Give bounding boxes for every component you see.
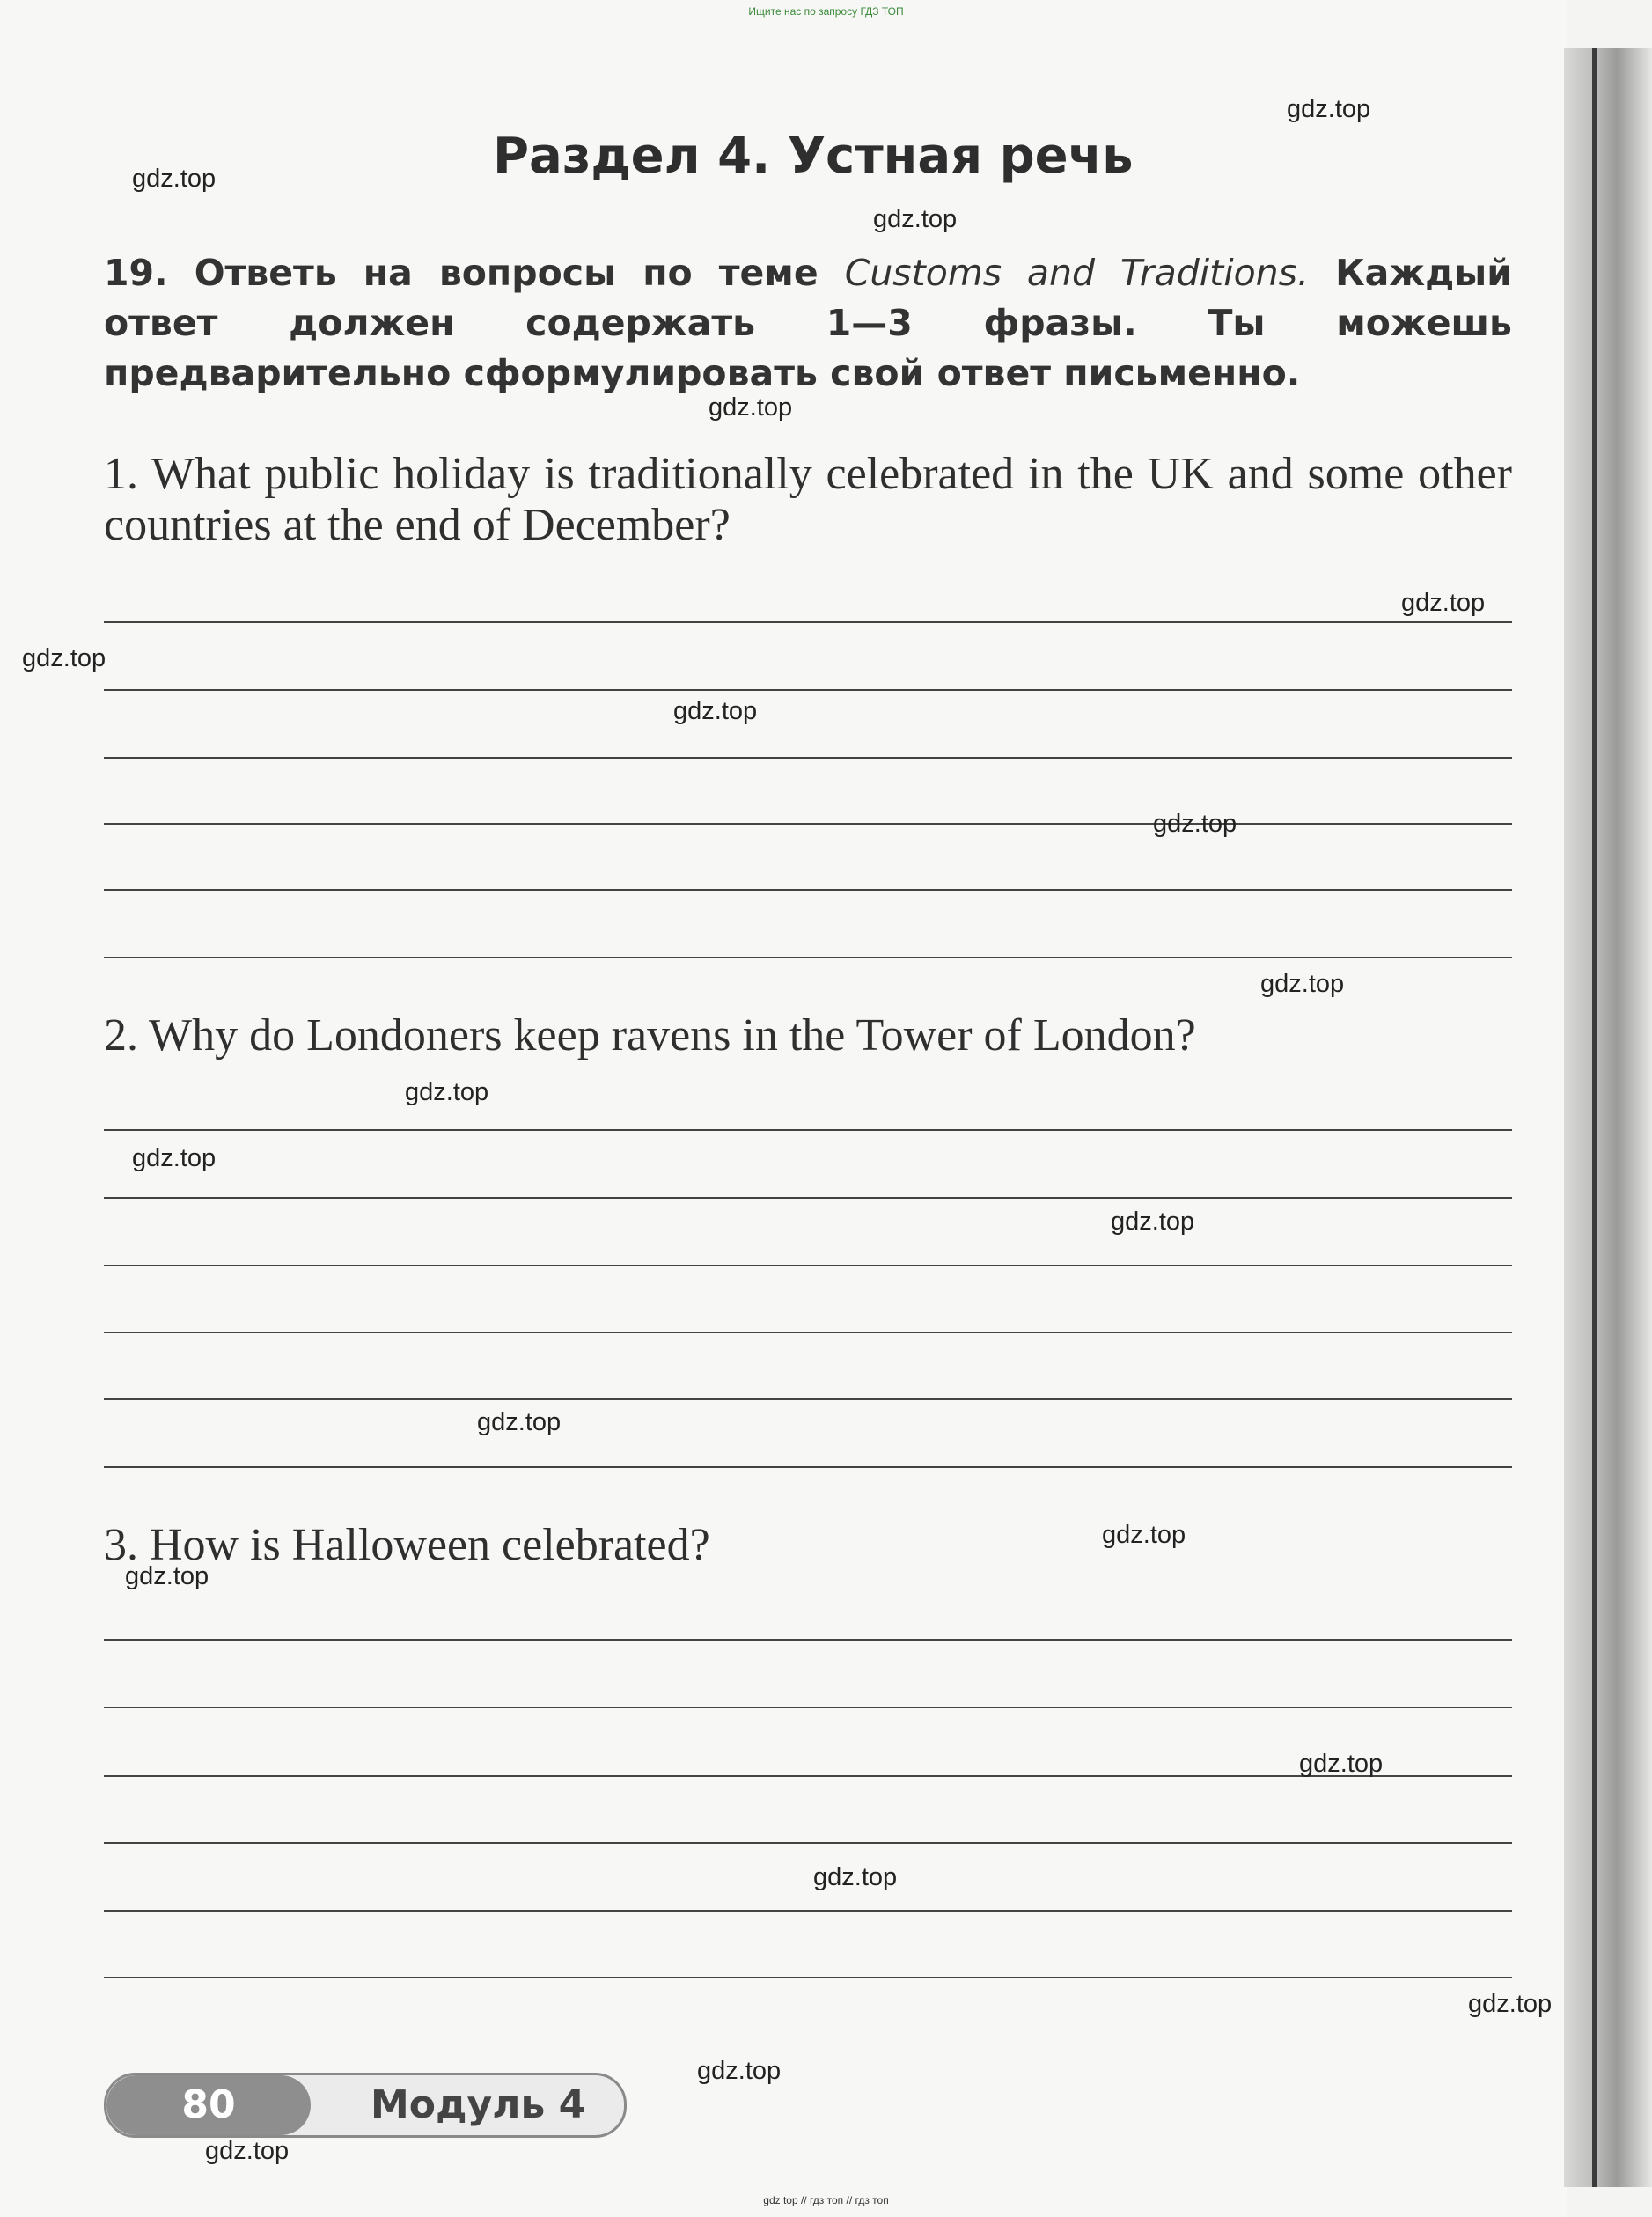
watermark: gdz.top — [813, 1863, 898, 1891]
watermark: gdz.top — [697, 2057, 782, 2085]
answer-line[interactable] — [104, 823, 1512, 825]
watermark: gdz.top — [22, 644, 106, 672]
answer-line[interactable] — [104, 1466, 1512, 1468]
module-label: Модуль 4 — [371, 2082, 586, 2127]
watermark: gdz.top — [1401, 589, 1486, 617]
watermark: gdz.top — [873, 205, 958, 233]
answer-line[interactable] — [104, 1639, 1512, 1641]
question-1: 1. What public holiday is traditionally celebrated in the UK and some other countries at the end of December? — [104, 449, 1512, 550]
watermark: gdz.top — [125, 1562, 209, 1590]
answer-line[interactable] — [104, 1197, 1512, 1199]
footer-note: gdz top // гдз топ // гдз топ — [763, 2194, 889, 2206]
task-number: 19. — [104, 252, 168, 294]
watermark: gdz.top — [205, 2137, 290, 2165]
answer-line[interactable] — [104, 689, 1512, 691]
section-title: Раздел 4. Устная речь — [493, 128, 1134, 185]
task-text-after: Каждый ответ должен содержать 1—3 фразы. Ты можешь предварительно сформулировать свой ответ письменно. — [104, 252, 1512, 394]
watermark: gdz.top — [673, 697, 758, 725]
page-number: 80 — [106, 2075, 311, 2135]
watermark: gdz.top — [1260, 970, 1345, 998]
watermark: gdz.top — [1299, 1750, 1384, 1778]
question-2: 2. Why do Londoners keep ravens in the Tower of London? — [104, 1010, 1196, 1061]
watermark: gdz.top — [1287, 95, 1371, 123]
watermark: gdz.top — [1468, 1990, 1553, 2018]
watermark: gdz.top — [477, 1408, 562, 1436]
answer-line[interactable] — [104, 957, 1512, 958]
answer-line[interactable] — [104, 621, 1512, 623]
answer-line[interactable] — [104, 1842, 1512, 1844]
page-footer — [104, 2073, 627, 2138]
answer-line[interactable] — [104, 1129, 1512, 1131]
answer-line[interactable] — [104, 1398, 1512, 1400]
watermark: gdz.top — [132, 165, 217, 193]
task-text-before: Ответь на вопросы по теме — [194, 252, 819, 294]
answer-line[interactable] — [104, 1707, 1512, 1708]
question-3: 3. How is Halloween celebrated? — [104, 1520, 710, 1570]
page-binding-edge — [1564, 48, 1652, 2187]
watermark: gdz.top — [405, 1078, 489, 1106]
watermark: gdz.top — [709, 393, 793, 422]
answer-line[interactable] — [104, 1977, 1512, 1978]
answer-line[interactable] — [104, 1265, 1512, 1266]
task-topic: Customs and Traditions. — [844, 252, 1310, 294]
answer-line[interactable] — [104, 889, 1512, 891]
watermark: gdz.top — [1153, 810, 1237, 838]
answer-line[interactable] — [104, 1332, 1512, 1333]
answer-line[interactable] — [104, 1910, 1512, 1912]
task-instructions — [104, 248, 1512, 399]
watermark: gdz.top — [132, 1144, 217, 1172]
watermark: gdz.top — [1111, 1208, 1195, 1236]
answer-line[interactable] — [104, 757, 1512, 759]
header-note: Ищите нас по запросу ГДЗ ТОП — [748, 5, 904, 18]
watermark: gdz.top — [1102, 1521, 1186, 1549]
